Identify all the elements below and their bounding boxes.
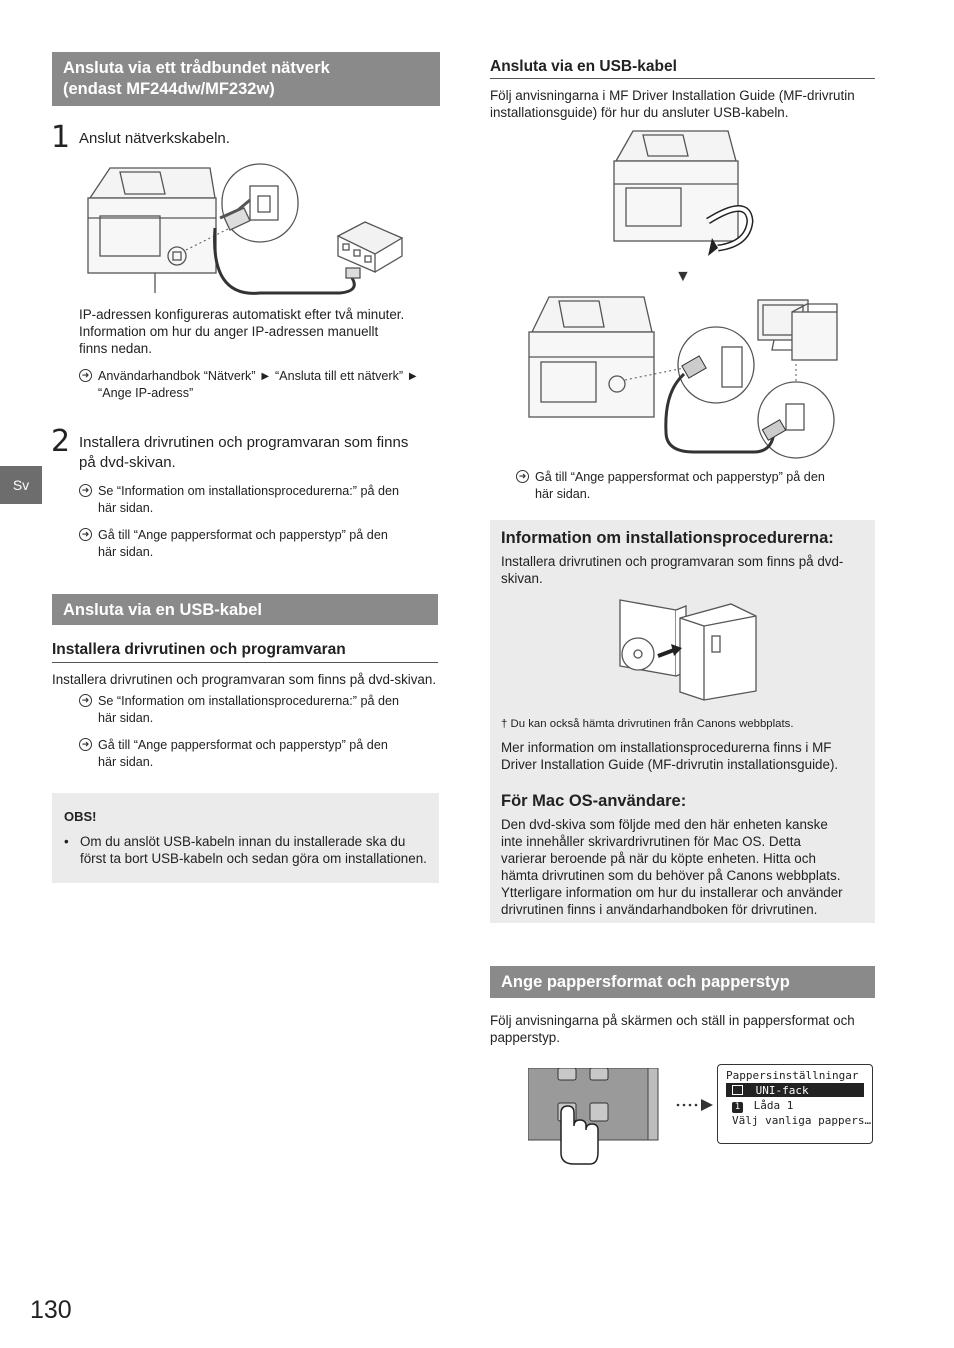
step2-number: 2 [51,424,71,459]
ref-line1: Gå till “Ange pappersformat och papperstyp” på den [98,738,388,752]
install-info-line1: Installera drivrutinen och programvaran som finns på dvd- [501,554,844,569]
more-info-line1: Mer information om installationsprocedurerna finns i MF [501,740,832,755]
mac-line1: Den dvd-skiva som följde med den här enheten kanske [501,817,828,832]
page-number: 130 [30,1296,72,1324]
ip-note-line1: IP-adressen konfigureras automatiskt efter två minuter. [79,307,405,322]
install-info-title: Information om installationsprocedurerna: [501,529,834,547]
ref-install-info-usb[interactable] [79,693,439,726]
install-driver-text: Installera drivrutinen och programvaran som finns på dvd-skivan. [52,672,437,687]
drawer-number-badge: 1 [732,1102,743,1113]
lcd-row-drawer1[interactable] [726,1098,864,1113]
ref-paper-settings-right[interactable] [516,469,856,502]
install-driver-subhead: Installera drivrutinen och programvaran [52,641,438,663]
dotted-arrow [675,1098,715,1115]
lcd-row-multipurpose-tray[interactable] [726,1083,864,1097]
ref-line2: här sidan. [98,710,154,725]
install-info-box [490,520,875,923]
ref-line2: “Ange IP-adress” [98,385,194,400]
mac-line5: Ytterligare information om hur du installerar och använder [501,885,843,900]
step1-number: 1 [51,120,71,155]
usb-instructions-line2: installationsguide) för hur du ansluter USB-kabeln. [490,105,789,120]
ref-user-guide-ip[interactable] [79,368,439,401]
ref-line1: Se “Information om installationsprocedurerna:” på den [98,484,400,498]
lcd-screen [717,1064,873,1144]
ref-line2: här sidan. [98,544,154,559]
obs-bullet: • [64,834,69,849]
tray-icon [732,1085,743,1095]
ref-line1: Gå till “Ange pappersformat och papperstyp” på den [535,470,825,484]
footnote: † Du kan också hämta drivrutinen från Canons webbplats. [501,718,794,730]
down-arrow: ▼ [675,268,691,285]
control-panel-illustration [528,1068,660,1168]
wired-heading-line2: (endast MF244dw/MF232w) [63,80,275,98]
obs-line2: först ta bort USB-kabeln och sedan göra om installationen. [80,851,427,866]
obs-title: OBS! [64,809,97,824]
ref-install-info[interactable] [79,483,439,516]
more-info-line2: Driver Installation Guide (MF-drivrutin installationsguide). [501,757,839,772]
mac-line4: hämta drivrutinen som du behöver på Canons webbplats. [501,868,841,883]
lcd-row1-label: UNI-fack [755,1084,809,1097]
dotted-arrow-icon [675,1098,715,1112]
printer-power-illustration [608,126,758,266]
dvd-computer-illustration [616,596,761,702]
reference-arrow-icon: ➜ [516,470,529,483]
mac-users-title: För Mac OS-användare: [501,792,687,810]
ip-note [79,306,439,357]
wired-network-heading [52,52,440,106]
usb-heading-left: Ansluta via en USB-kabel [52,594,438,625]
ref-line2: här sidan. [98,754,154,769]
lan-connection-illustration [80,158,410,303]
install-info-text [501,553,871,587]
reference-arrow-icon: ➜ [79,528,92,541]
ip-note-line3: finns nedan. [79,341,152,356]
wired-heading-line1: Ansluta via ett trådbundet nätverk [63,59,330,77]
mac-line3: varierar beroende på när du köpte enheten. Hitta och [501,851,816,866]
reference-arrow-icon: ➜ [79,484,92,497]
step2-text [79,433,439,473]
reference-arrow-icon: ➜ [79,369,92,382]
paper-settings-heading: Ange pappersformat och papperstyp [490,966,875,998]
ip-note-line2: Information om hur du anger IP-adressen manuellt [79,324,379,339]
step1-text: Anslut nätverkskabeln. [79,130,230,147]
lcd-row2-label: Låda 1 [753,1099,794,1112]
lcd-row-select-common[interactable]: Välj vanliga pappers… [732,1114,872,1127]
reference-arrow-icon: ➜ [79,738,92,751]
ref-line2: här sidan. [535,486,591,501]
ref-line2: här sidan. [98,500,154,515]
lcd-title: Pappersinställningar [726,1069,859,1082]
paper-text-line1: Följ anvisningarna på skärmen och ställ in pappersformat och [490,1013,855,1028]
mac-line6: drivrutinen finns i användarhandboken för drivrutinen. [501,902,818,917]
ref-paper-settings[interactable] [79,527,439,560]
usb-instructions [490,87,880,121]
step2-line1: Installera drivrutinen och programvaran som finns [79,434,409,451]
ref-line1: Se “Information om installationsprocedurerna:” på den [98,694,400,708]
install-info-line2: skivan. [501,571,543,586]
usb-instructions-line1: Följ anvisningarna i MF Driver Installation Guide (MF-drivrutin [490,88,855,103]
obs-box [52,793,439,883]
usb-connection-illustration [524,292,869,462]
paper-text-line2: papperstyp. [490,1030,560,1045]
more-info-text [501,739,871,773]
ref-paper-settings-usb[interactable] [79,737,439,770]
mac-line2: inte innehåller skrivardrivrutinen för Mac OS. Detta [501,834,801,849]
mac-users-text [501,816,871,918]
language-tab: Sv [0,466,42,504]
reference-arrow-icon: ➜ [79,694,92,707]
paper-settings-text [490,1012,880,1046]
obs-text [80,833,436,867]
ref-line1: Gå till “Ange pappersformat och papperstyp” på den [98,528,388,542]
obs-line1: Om du anslöt USB-kabeln innan du installerade ska du [80,834,406,849]
usb-subhead-right: Ansluta via en USB-kabel [490,58,875,79]
ref-line1: Användarhandbok “Nätverk” ► “Ansluta till ett nätverk” ► [98,369,420,383]
step2-line2: på dvd-skivan. [79,454,176,471]
